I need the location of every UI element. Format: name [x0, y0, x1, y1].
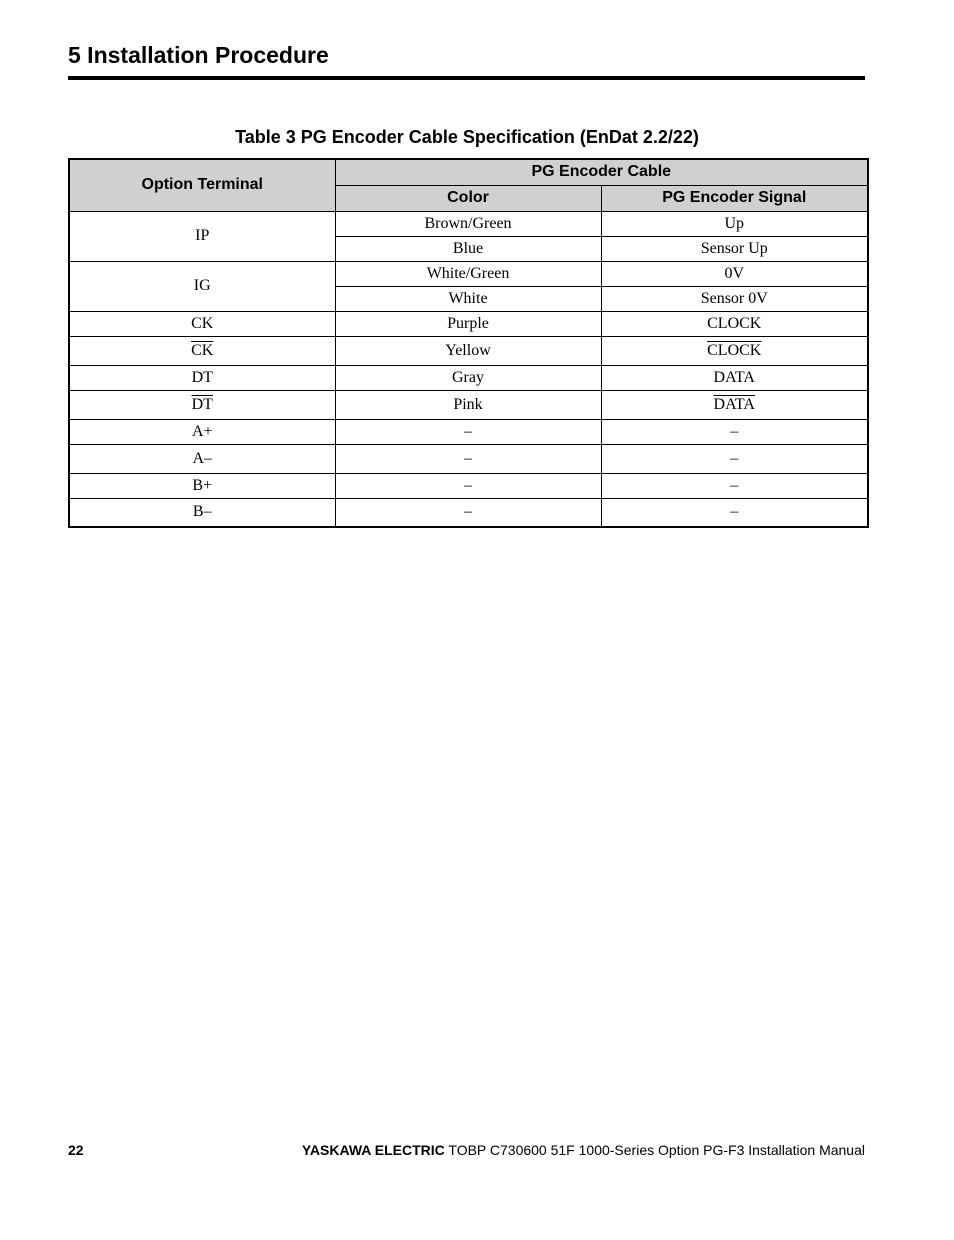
- color-cell: White/Green: [335, 261, 601, 286]
- header-pg-encoder-cable: PG Encoder Cable: [335, 159, 868, 185]
- document-title: TOBP C730600 51F 1000-Series Option PG-F3 Installation Manual: [448, 1142, 865, 1158]
- terminal-cell: B+: [69, 473, 335, 498]
- terminal-cell: CK: [69, 311, 335, 336]
- overlined-signal: CLOCK: [707, 341, 762, 359]
- overlined-terminal: $\overline{DT}$: [191, 395, 213, 413]
- signal-cell: Up: [601, 211, 868, 236]
- color-cell: –: [335, 473, 601, 498]
- table-row: [69, 261, 868, 286]
- terminal-cell: A+: [69, 419, 335, 444]
- color-cell: Pink: [335, 390, 601, 419]
- table-row: [69, 498, 868, 527]
- signal-cell: Sensor Up: [601, 236, 868, 261]
- signal-cell: Sensor 0V: [601, 286, 868, 311]
- color-cell: Blue: [335, 236, 601, 261]
- terminal-cell: DT: [69, 365, 335, 390]
- color-cell: Brown/Green: [335, 211, 601, 236]
- section-title: 5 Installation Procedure: [68, 42, 329, 68]
- table-row: [69, 365, 868, 390]
- signal-cell: CLOCK: [601, 311, 868, 336]
- signal-cell-inverted: [601, 336, 868, 365]
- terminal-cell: IG: [69, 261, 335, 311]
- signal-cell: –: [601, 498, 868, 527]
- table-row: [69, 444, 868, 473]
- terminal-cell: IP: [69, 211, 335, 261]
- table-row: [69, 211, 868, 236]
- header-color: Color: [335, 185, 601, 211]
- overlined-terminal: $\overline{CK}$: [191, 341, 214, 359]
- color-cell: Gray: [335, 365, 601, 390]
- table-row: [69, 390, 868, 419]
- brand-name: YASKAWA ELECTRIC: [301, 1142, 445, 1158]
- table-caption: Table 3 PG Encoder Cable Specification (EnDat 2.2/22): [235, 127, 699, 147]
- signal-cell: –: [601, 419, 868, 444]
- signal-cell: –: [601, 473, 868, 498]
- table-row: [69, 336, 868, 365]
- signal-cell: –: [601, 444, 868, 473]
- document-reference: [302, 1142, 865, 1158]
- color-cell: Purple: [335, 311, 601, 336]
- signal-cell: 0V: [601, 261, 868, 286]
- terminal-cell-inverted: [69, 336, 335, 365]
- color-cell: –: [335, 498, 601, 527]
- section-rule: [68, 76, 865, 80]
- color-cell: White: [335, 286, 601, 311]
- page-number: 22: [68, 1142, 84, 1158]
- overlined-signal: DATA: [713, 395, 755, 413]
- header-row-1: [69, 159, 868, 185]
- terminal-cell: B–: [69, 498, 335, 527]
- header-pg-encoder-signal: PG Encoder Signal: [601, 185, 868, 211]
- color-cell: –: [335, 419, 601, 444]
- table-row: [69, 473, 868, 498]
- table-row: [69, 419, 868, 444]
- header-option-terminal: Option Terminal: [69, 159, 335, 211]
- color-cell: Yellow: [335, 336, 601, 365]
- color-cell: –: [335, 444, 601, 473]
- terminal-cell: A–: [69, 444, 335, 473]
- terminal-cell-inverted: [69, 390, 335, 419]
- encoder-cable-table: [68, 158, 869, 528]
- signal-cell-inverted: [601, 390, 868, 419]
- signal-cell: DATA: [601, 365, 868, 390]
- table-row: [69, 311, 868, 336]
